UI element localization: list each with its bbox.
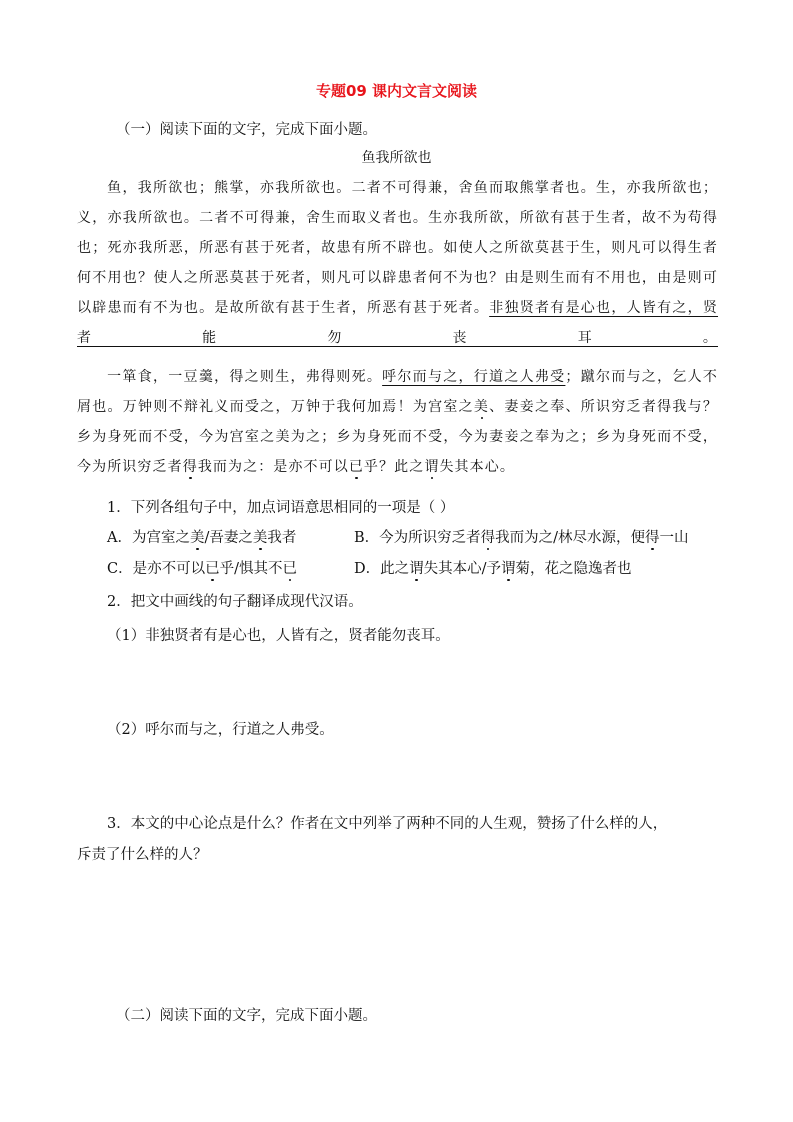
option-d-text: D．此之 bbox=[354, 561, 410, 577]
p2-text-a: 一箪食，一豆羹，得之则生，弗得则死。 bbox=[107, 369, 383, 385]
dotted-char: 已 bbox=[205, 561, 220, 577]
dotted-char: 美 bbox=[189, 530, 205, 546]
question-1-stem: 1．下列各组句子中，加点词语意思相同的一项是（ ） bbox=[107, 500, 455, 516]
question-2-sentence-1: （1）非独贤者有是心也，人皆有之，贤者能勿丧耳。 bbox=[107, 628, 450, 644]
option-a-text: /吾妻之 bbox=[204, 530, 253, 546]
passage-paragraph-2 bbox=[77, 362, 718, 482]
p2-text-g: 失其本心。 bbox=[439, 459, 515, 475]
option-a-text: 我者 bbox=[267, 530, 297, 546]
p2-text-b: ；蹴尔而与之，乞人不屑也。万钟则不辩礼义而受之，万钟于我何加焉！为宫室之 bbox=[77, 369, 718, 415]
option-c bbox=[107, 557, 297, 578]
p2-text-e: 我而为之：是亦不可以 bbox=[197, 459, 349, 475]
dotted-char: 已 bbox=[348, 459, 364, 475]
underlined-sentence-2: 呼尔而与之，行道之人弗受 bbox=[382, 369, 566, 385]
dotted-char: 得 bbox=[480, 530, 496, 546]
question-3-line-2: 斥责了什么样的人？ bbox=[77, 847, 208, 863]
doc-title: 专题09 课内文言文阅读 bbox=[315, 82, 478, 100]
p2-text-c: 、妻妾之奉、所识穷乏者得我与？乡为身死而不受，今为宫室之美为之；乡为身死而不受，今为妻妾之奉为之；乡为身死而不受，今为所识穷乏者 bbox=[77, 399, 718, 475]
dotted-char: 美 bbox=[473, 399, 490, 415]
dotted-char: 已 bbox=[282, 561, 297, 577]
option-b-text: B．今为所识穷乏者 bbox=[354, 530, 481, 546]
option-d-text: 失其本心/予 bbox=[423, 561, 502, 577]
option-c-text: 乎/惧其不 bbox=[219, 561, 283, 577]
dotted-char: 谓 bbox=[501, 561, 516, 577]
option-b bbox=[354, 526, 689, 547]
section-2-heading: （二）阅读下面的文字，完成下面小题。 bbox=[116, 1008, 377, 1024]
question-2-stem: 2．把文中画线的句子翻译成现代汉语。 bbox=[107, 594, 363, 610]
dotted-char: 得 bbox=[645, 530, 660, 546]
dotted-char: 美 bbox=[252, 530, 268, 546]
option-a bbox=[107, 526, 296, 547]
option-a-text: A．为宫室之 bbox=[107, 530, 190, 546]
passage-paragraph-1 bbox=[77, 173, 718, 353]
p2-text-f: 乎？此之 bbox=[363, 459, 425, 475]
option-c-text: C．是亦不可以 bbox=[107, 561, 206, 577]
section-1-heading: （一）阅读下面的文字，完成下面小题。 bbox=[116, 122, 377, 138]
dotted-char: 得 bbox=[182, 459, 198, 475]
option-d bbox=[354, 557, 632, 578]
option-d-text: 菊，花之隐逸者也 bbox=[515, 561, 632, 577]
question-2-sentence-2: （2）呼尔而与之，行道之人弗受。 bbox=[107, 722, 334, 738]
question-3-line-1: 3．本文的中心论点是什么？作者在文中列举了两种不同的人生观，赞扬了什么样的人， bbox=[107, 816, 668, 832]
dotted-char: 谓 bbox=[424, 459, 440, 475]
passage-title: 鱼我所欲也 bbox=[361, 150, 432, 166]
option-b-text: 一山 bbox=[659, 530, 689, 546]
option-b-text: 我而为之/林尽水源，便 bbox=[495, 530, 646, 546]
dotted-char: 谓 bbox=[409, 561, 424, 577]
underlined-sentence-1: 非独贤者有是心也，人皆有之，贤者能勿丧耳。 bbox=[77, 300, 719, 346]
p1-text: 鱼，我所欲也；熊掌，亦我所欲也。二者不可得兼，舍鱼而取熊掌者也。生，亦我所欲也；义，亦我所欲也。二者不可得兼，舍生而取义者也。生亦我所欲，所欲有甚于生者，故不为苟得也；死亦我所恶，所恶有甚于死者，故患有所不辟也。如使人之所欲莫甚于生，则凡可以得生者何不用也？使人之所恶莫甚于死者，则凡可以辟患者何不为也？由是则生而有不用也，由是则可以辟患而有不为也。是故所欲有甚于生者，所恶有甚于死者。 bbox=[77, 180, 718, 316]
